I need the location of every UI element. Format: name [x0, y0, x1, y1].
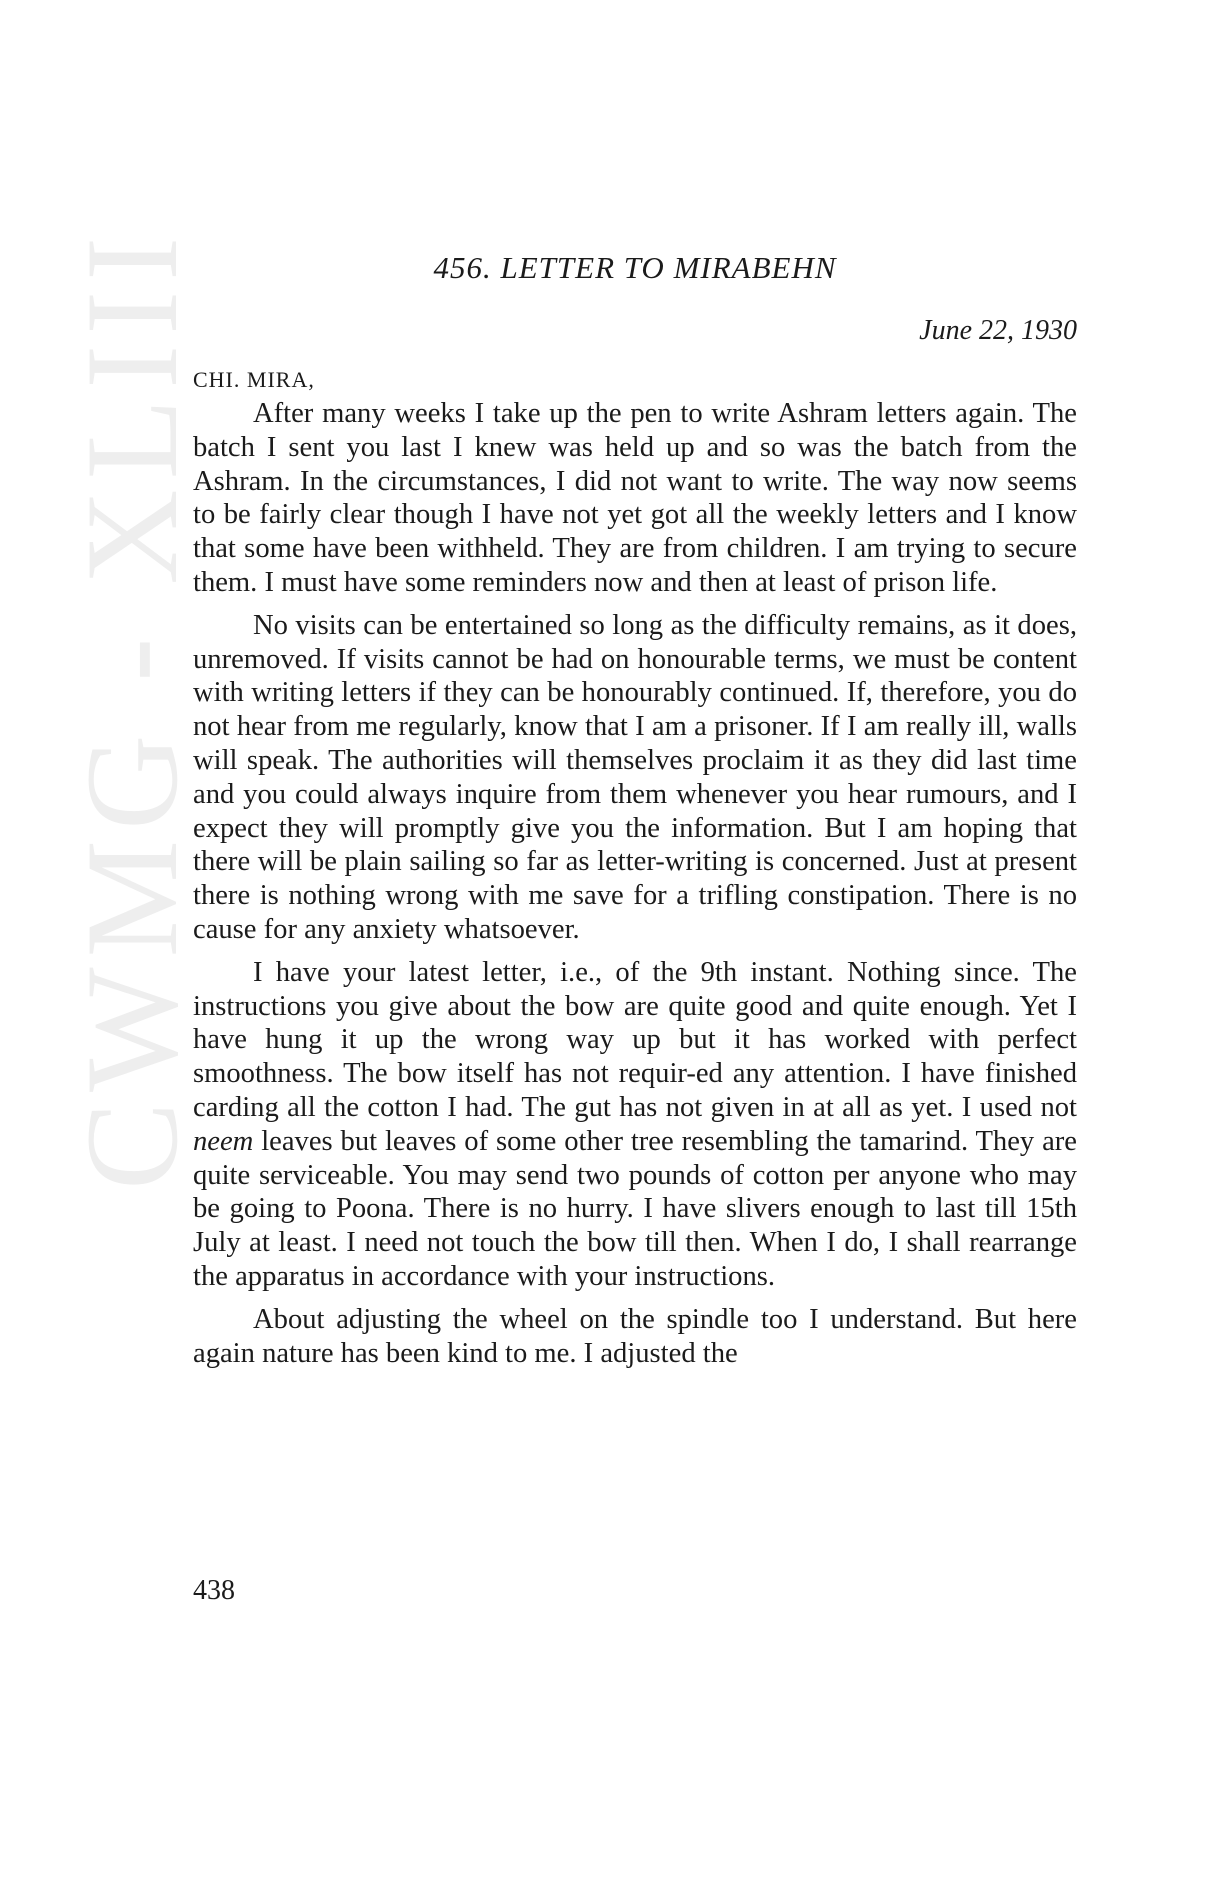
salutation: CHI. MIRA, — [193, 367, 315, 392]
letter-body — [193, 397, 1077, 1370]
paragraph-3 — [193, 956, 1077, 1294]
italic-word-neem: neem — [193, 1125, 254, 1157]
paragraph-1: After many weeks I take up the pen to write Ashram letters again. The batch I sent you last I knew was held up and so was the batch from the Ashram. In the circumstances, I did not want to write. The way now seems to be fairly clear though I have not yet got all the weekly letters and I know that some have been withheld. They are from children. I am trying to secure them. I must have some reminders now and then at least of prison life. — [193, 398, 1077, 598]
letter-date: June 22, 1930 — [919, 315, 1077, 346]
paragraph-4: About adjusting the wheel on the spindle too I understand. But here again nature has been kind to me. I adjusted the — [193, 1303, 1077, 1369]
page-number: 438 — [193, 1575, 235, 1606]
paragraph-2: No visits can be entertained so long as the difficulty remains, as it does, unremoved. If visits cannot be had on honourable terms, we must be content with writing letters if they can be honourably continued. If, therefore, you do not hear from me regularly, know that I am a prisoner. If I am really ill, walls will speak. The authorities will themselves proclaim it as they did last time and you could always inquire from them whenever you hear rumours, and I expect they will promptly give you the information. But I am hoping that there will be plain sailing so far as letter-writing is concerned. Just at present there is nothing wrong with me save for a trifling constipation. There is no cause for any anxiety whatsoever. — [193, 609, 1077, 945]
letter-heading: 456. LETTER TO MIRABEHN — [433, 250, 837, 285]
paragraph-3-text-start: I have your latest letter, i.e., of the 9th instant. Nothing since. The instructions you give about the bow are quite good and quite enough. Yet I have hung it up the wrong way up but it has worked with perfect smoothness. The bow itself has not requir-ed any attention. I have finished carding all the cotton I had. The gut has not given in at all as yet. I used not — [193, 956, 1077, 1123]
paragraph-3-text-end: leaves but leaves of some other tree resembling the tamarind. They are quite serviceable. You may send two pounds of cotton per anyone who may be going to Poona. There is no hurry. I have slivers enough to last till 15th July at least. I need not touch the bow till then. When I do, I shall rearrange the apparatus in accordance with your instructions. — [193, 1125, 1077, 1292]
watermark: CWMG - XLIII — [58, 226, 205, 1190]
